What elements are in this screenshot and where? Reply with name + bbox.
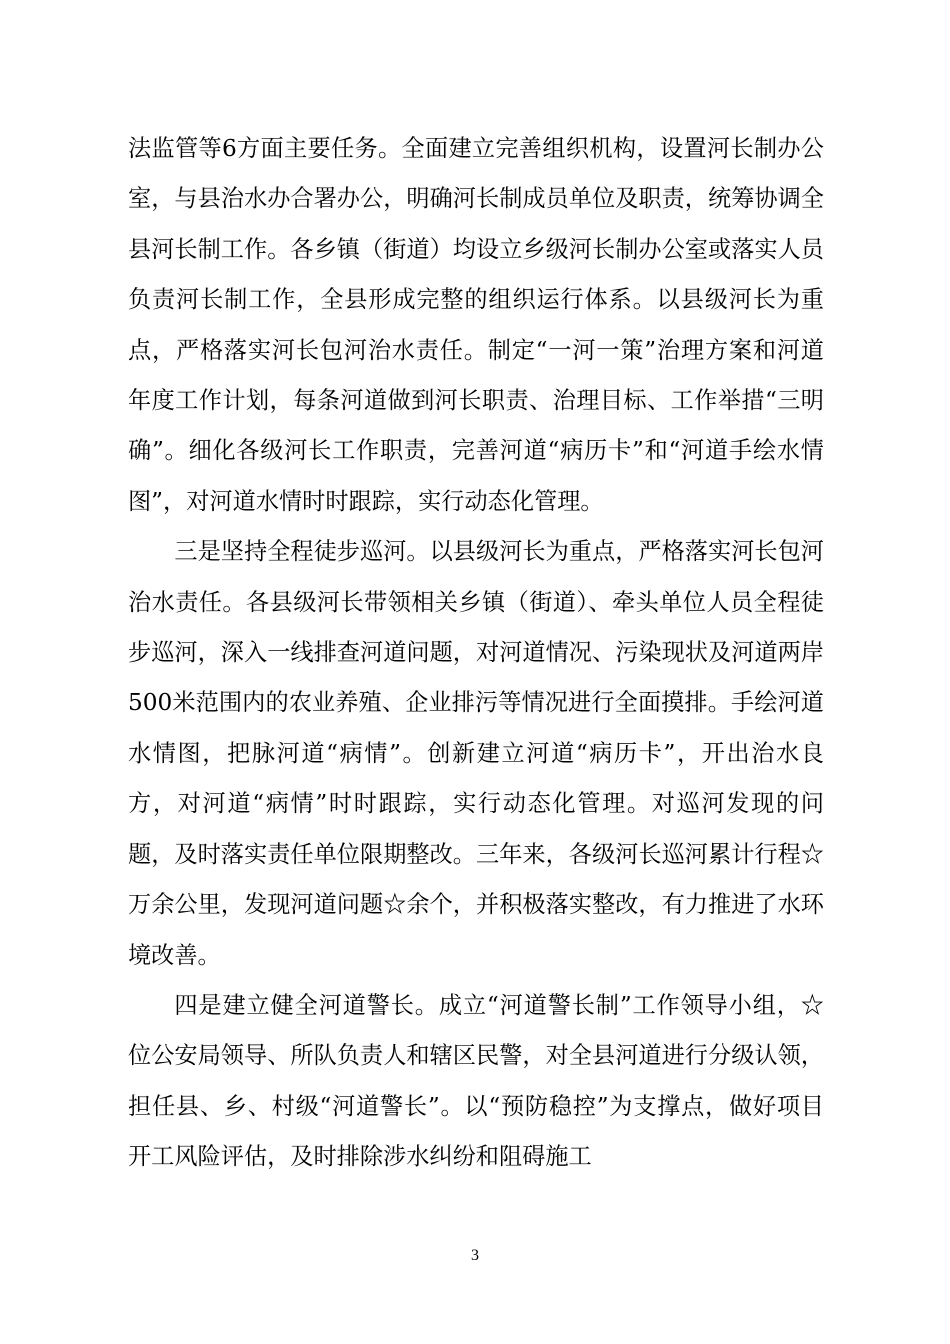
paragraph-continuation: 法监管等6方面主要任务。全面建立完善组织机构，设置河长制办公室，与县治水办合署办公，明确河长制成员单位及职责，统筹协调全县河长制工作。各乡镇（街道）均设立乡级河长制办公室或落实人员负责河长制工作，全县形成完整的组织运行体系。以县级河长为重点，严格落实河长包河治水责任。制定“一河一策”治理方案和河道年度工作计划，每条河道做到河长职责、治理目标、工作举措“三明确”。细化各级河长工作职责，完善河道“病历卡”和“河道手绘水情图”，对河道水情时时跟踪，实行动态化管理。	[128, 135, 824, 515]
document-body	[128, 124, 824, 1183]
paragraph-section-three: 三是坚持全程徒步巡河。以县级河长为重点，严格落实河长包河治水责任。各县级河长带领相关乡镇（街道）、牵头单位人员全程徒步巡河，深入一线排查河道问题，对河道情况、污染现状及河道两岸500米范围内的农业养殖、企业排污等情况进行全面摸排。手绘河道水情图，把脉河道“病情”。创新建立河道“病历卡”，开出治水良方，对河道“病情”时时跟踪，实行动态化管理。对巡河发现的问题，及时落实责任单位限期整改。三年来，各级河长巡河累计行程☆万余公里，发现河道问题☆余个，并积极落实整改，有力推进了水环境改善。	[128, 538, 824, 969]
page-number: 3	[471, 1247, 479, 1264]
paragraph-section-four: 四是建立健全河道警长。成立“河道警长制”工作领导小组，☆位公安局领导、所队负责人和辖区民警，对全县河道进行分级认领，担任县、乡、村级“河道警长”。以“预防稳控”为支撑点，做好项目开工风险评估，及时排除涉水纠纷和阻碍施工	[128, 991, 824, 1171]
